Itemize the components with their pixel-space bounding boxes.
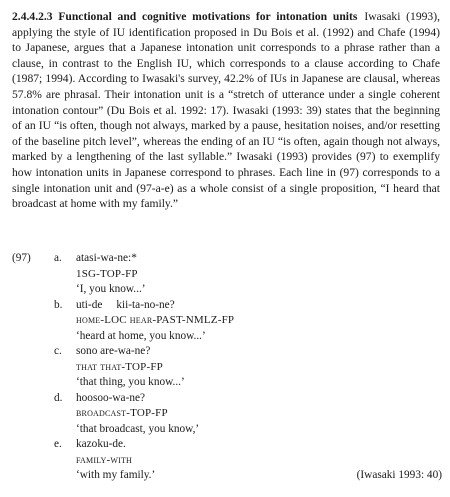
- source-line: hoosoo-wa-ne?: [76, 391, 146, 404]
- gloss-line: family-with: [76, 453, 133, 466]
- item-letter: c.: [54, 345, 62, 357]
- source-word: uti-de: [76, 298, 103, 311]
- gloss-line: broadcast-TOP-FP: [76, 407, 168, 419]
- source-line: [76, 298, 442, 314]
- item-letter: e.: [54, 438, 62, 450]
- source-word: kii-ta-no-ne?: [116, 298, 175, 311]
- gloss-line: that that-TOP-FP: [76, 360, 163, 373]
- example-item-d: [12, 391, 442, 438]
- item-letter: b.: [54, 298, 63, 311]
- gloss-word: home-LOC: [76, 314, 127, 326]
- gloss-word: hear-PAST-NMLZ-FP: [129, 314, 235, 326]
- translation-line: ‘that broadcast, you know,’: [76, 422, 200, 435]
- item-letter: a.: [54, 252, 62, 264]
- example-item-c: [12, 344, 442, 391]
- gloss-line: [76, 313, 442, 329]
- translation-line: ‘I, you know...’: [76, 283, 146, 295]
- source-line: sono are-wa-ne?: [76, 345, 151, 357]
- source-line: kazoku-de.: [76, 438, 126, 450]
- gloss-line: 1SG-TOP-FP: [76, 267, 138, 280]
- example-number: (97): [12, 252, 31, 264]
- example-97: [12, 251, 442, 484]
- example-item-a: [12, 251, 442, 298]
- item-letter: d.: [54, 391, 63, 404]
- source-line: atasi-wa-ne:*: [76, 252, 137, 264]
- section-title: Functional and cognitive motivations for intonation units: [58, 10, 358, 23]
- translation-line: ‘that thing, you know...’: [76, 376, 185, 388]
- translation-line: ‘with my family.’: [76, 469, 156, 481]
- section-paragraph: [12, 9, 440, 212]
- example-item-b: [12, 298, 442, 345]
- translation-line: ‘heard at home, you know...’: [76, 329, 206, 342]
- section-number: 2.4.4.2.3: [12, 10, 53, 23]
- body-text: Iwasaki (1993), applying the style of IU identification proposed in Du Bois et al. (1992) and Chafe (1994) to Japanese, argues that a Japanese intonation unit corresponds to a phrase rather than a clause, in contrast to the English IU, which corresponds to a clause according to Chafe (1987; 1994). According to Iwasaki's survey, 42.2% of IUs in Japanese are clausal, whereas 57.8% are phrasal. Their intonation unit is a “stretch of utterance under a single coherent intonation contour” (Du Bois et al. 1992: 17). Iwasaki (1993: 39) states that the beginning of an IU “is often, though not always, marked by a pause, hesitation noises, and/or resetting of the baseline pitch level”, whereas the ending of an IU “is often, again though not always, marked by a lengthening of the last syllable.” Iwasaki (1993) provides (97) to exemplify how intonation units in Japanese correspond to phrases. Each line in (97) corresponds to a single intonation unit and (97-a-e) as a whole consist of a single proposition, “I heard that broadcast at home with my family.”: [12, 10, 440, 211]
- example-source-citation: (Iwasaki 1993: 40): [356, 469, 442, 481]
- example-item-e: [12, 437, 442, 484]
